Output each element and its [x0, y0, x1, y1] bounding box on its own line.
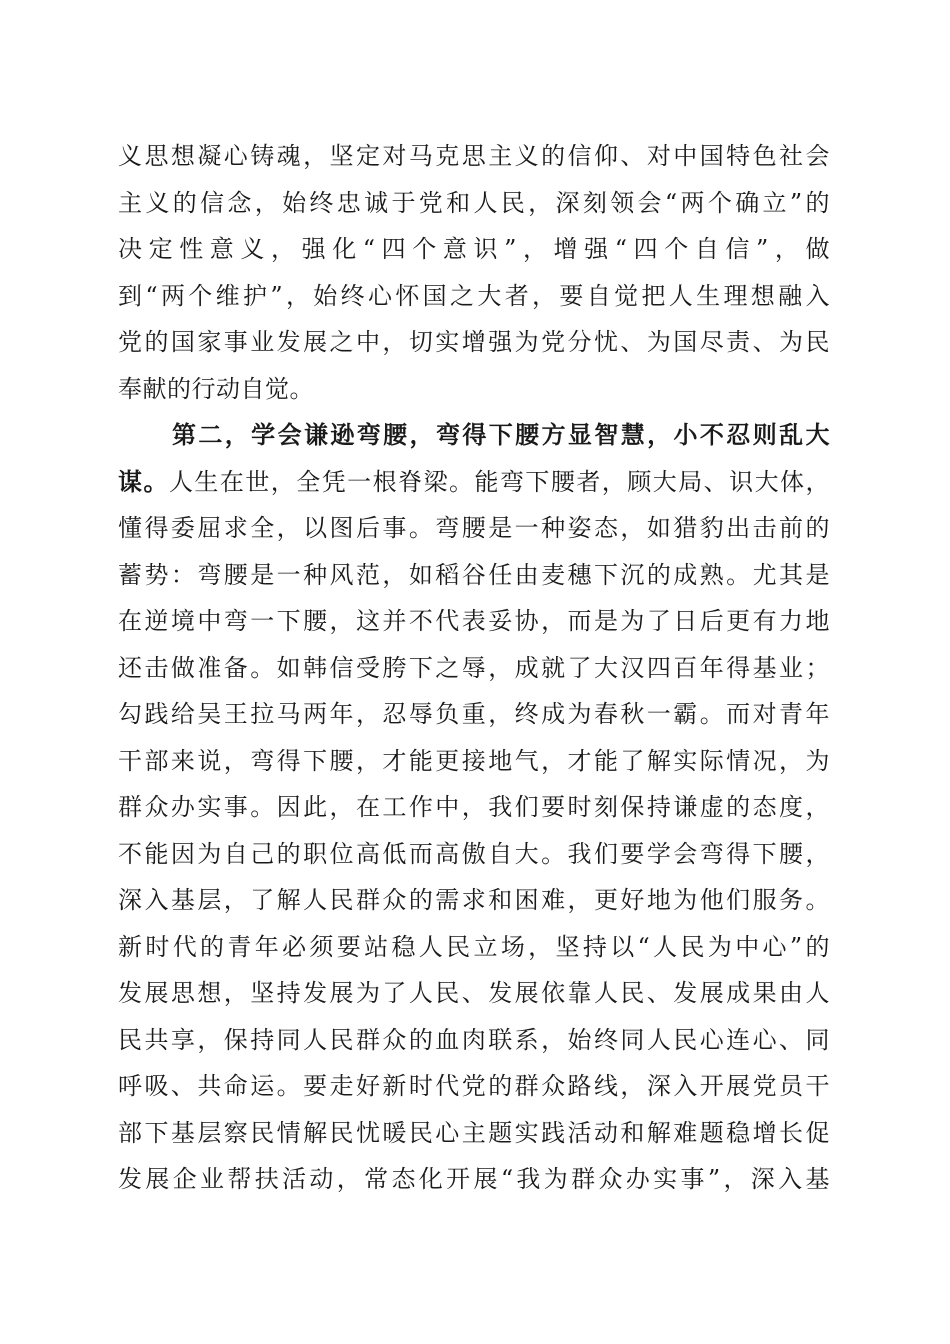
paragraph-2-line: 民共享，保持同人民群众的血肉联系，始终同人民心连心、同 — [118, 1025, 830, 1054]
paragraph-2-line: 新时代的青年必须要站稳人民立场，坚持以“人民为中心”的 — [118, 932, 830, 961]
paragraph-2-line-rest: 人生在世，全凭一根脊梁。能弯下腰者，顾大局、识大体， — [168, 467, 831, 496]
body-text — [118, 133, 830, 1203]
paragraph-1-line: 义思想凝心铸魂，坚定对马克思主义的信仰、对中国特色社会 — [118, 142, 830, 170]
paragraph-2-line: 在逆境中弯一下腰，这并不代表妥协，而是为了日后更有力地 — [118, 607, 830, 635]
paragraph-1-line: 主义的信念，始终忠诚于党和人民，深刻领会“两个确立”的 — [118, 188, 830, 217]
paragraph-2-line: 勾践给吴王拉马两年，忍辱负重，终成为春秋一霸。而对青年 — [118, 700, 830, 728]
paragraph-2-line: 发展思想，坚持发展为了人民、发展依靠人民、发展成果由人 — [118, 979, 830, 1007]
paragraph-1-line: 到“两个维护”，始终心怀国之大者，要自觉把人生理想融入 — [118, 281, 830, 310]
paragraph-1-line: 奉献的行动自觉。 — [118, 374, 314, 403]
paragraph-2-line: 深入基层，了解人民群众的需求和困难，更好地为他们服务。 — [118, 886, 830, 914]
paragraph-1-line: 决定性意义，强化“四个意识”，增强“四个自信”，做 — [118, 235, 830, 263]
paragraph-2-line: 发展企业帮扶活动，常态化开展“我为群众办实事”，深入基 — [118, 1165, 830, 1193]
paragraph-2-line: 部下基层察民情解民忧暖民心主题实践活动和解难题稳增长促 — [118, 1118, 830, 1147]
paragraph-2-line: 懂得委屈求全，以图后事。弯腰是一种姿态，如猎豹出击前的 — [118, 514, 830, 542]
paragraph-2-line — [118, 459, 830, 506]
paragraph-2-line: 不能因为自己的职位高低而高傲自大。我们要学会弯得下腰， — [118, 839, 830, 868]
paragraph-2-heading-end: 谋。 — [118, 466, 169, 496]
paragraph-2-line: 干部来说，弯得下腰，才能更接地气，才能了解实际情况，为 — [118, 746, 830, 775]
paragraph-1-line: 党的国家事业发展之中，切实增强为党分忧、为国尽责、为民 — [118, 328, 830, 356]
paragraph-2-line: 呼吸、共命运。要走好新时代党的群众路线，深入开展党员干 — [118, 1072, 830, 1100]
paragraph-2-line: 蓄势：弯腰是一种风范，如稻谷任由麦穗下沉的成熟。尤其是 — [118, 560, 830, 589]
paragraph-2-line: 还击做准备。如韩信受胯下之辱，成就了大汉四百年得基业； — [118, 653, 830, 682]
paragraph-2-line: 群众办实事。因此，在工作中，我们要时刻保持谦虚的态度， — [118, 793, 830, 821]
paragraph-2-heading: 第二，学会谦逊弯腰，弯得下腰方显智慧，小不忍则乱大 — [172, 420, 830, 449]
